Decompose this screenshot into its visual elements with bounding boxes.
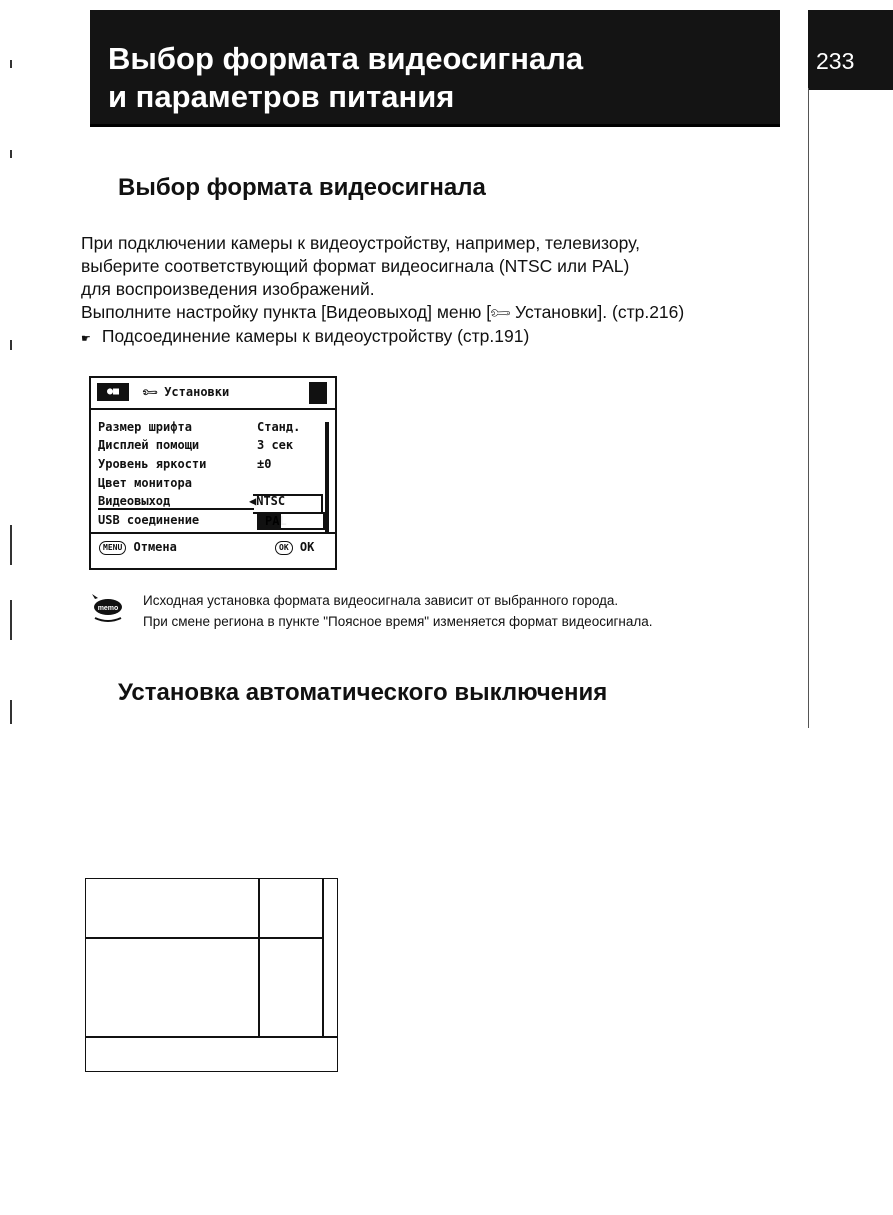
wrench-icon: 🔧︎ bbox=[140, 382, 160, 403]
menu-item-value: 3 сек bbox=[257, 438, 294, 452]
reference-line bbox=[81, 325, 801, 351]
menu-item-label: Дисплей помощи bbox=[98, 438, 200, 452]
menu-tab-icon: ●■ bbox=[97, 383, 129, 401]
margin-mark bbox=[10, 60, 12, 68]
table-divider bbox=[86, 937, 323, 939]
table-divider bbox=[258, 879, 260, 1036]
section-heading-video-format: Выбор формата видеосигнала bbox=[118, 174, 486, 201]
menu-page-indicator bbox=[309, 382, 327, 404]
instruction-text-end: Установки]. (стр.216) bbox=[510, 302, 685, 322]
menu-item-value: Станд. bbox=[257, 420, 301, 434]
page-title bbox=[108, 40, 583, 116]
body-line: выберите соответствующий формат видеосигнала (NTSC или PAL) bbox=[81, 256, 630, 276]
menu-scrollbar bbox=[325, 422, 329, 532]
menu-footer-divider bbox=[91, 532, 335, 534]
menu-footer-ok: OK OK bbox=[275, 540, 314, 555]
memo-line: При смене региона в пункте "Поясное время" изменяется формат видеосигнала. bbox=[143, 614, 653, 629]
table-divider bbox=[322, 879, 324, 1036]
menu-title: 🔧︎ Установки bbox=[140, 382, 230, 403]
section-body bbox=[81, 232, 801, 351]
dropdown-option: PAL bbox=[257, 512, 325, 530]
body-line: При подключении камеры к видеоустройству, например, телевизору, bbox=[81, 233, 641, 253]
camera-menu-screen bbox=[89, 376, 337, 570]
menu-item-label-selected: Видеовыход bbox=[98, 494, 254, 510]
margin-mark bbox=[10, 600, 12, 640]
margin-mark bbox=[10, 340, 12, 350]
menu-footer-cancel: MENU Отмена bbox=[99, 540, 177, 555]
page-edge-rule bbox=[808, 88, 809, 728]
reference-arrow-icon: ☛ bbox=[81, 333, 91, 345]
menu-item-label: Цвет монитора bbox=[98, 476, 192, 490]
margin-mark bbox=[10, 700, 12, 724]
margin-mark bbox=[10, 150, 12, 158]
wrench-icon: 🔧︎ bbox=[487, 300, 514, 327]
page-title-line2: и параметров питания bbox=[108, 79, 455, 114]
reference-text: Подсоединение камеры к видеоустройству (стр.191) bbox=[101, 326, 530, 346]
page-title-line1: Выбор формата видеосигнала bbox=[108, 41, 584, 76]
menu-header bbox=[91, 378, 335, 410]
body-line: для воспроизведения изображений. bbox=[81, 279, 375, 299]
ok-button-icon: OK bbox=[275, 541, 293, 555]
instruction-line bbox=[81, 301, 801, 325]
menu-item-label: Уровень яркости bbox=[98, 457, 207, 471]
chapter-header bbox=[90, 10, 780, 127]
menu-item-label: USB соединение bbox=[98, 513, 200, 527]
memo-note bbox=[143, 590, 843, 632]
menu-item-label: Размер шрифта bbox=[98, 420, 192, 434]
page-number: 233 bbox=[816, 48, 855, 74]
menu-item-value: ◀NTSC bbox=[249, 494, 286, 508]
section-heading-auto-off: Установка автоматического выключения bbox=[118, 679, 608, 706]
table-divider bbox=[86, 1036, 337, 1038]
menu-item-value: ±0 bbox=[257, 457, 272, 471]
memo-icon bbox=[89, 590, 123, 624]
menu-button-icon: MENU bbox=[99, 541, 126, 555]
page-number-tab bbox=[808, 10, 893, 90]
settings-table bbox=[85, 878, 338, 1072]
svg-text:memo: memo bbox=[97, 605, 119, 612]
memo-line: Исходная установка формата видеосигнала зависит от выбранного города. bbox=[143, 593, 619, 608]
instruction-text-start: Выполните настройку пункта [Видеовыход] меню [ bbox=[81, 302, 492, 322]
margin-mark bbox=[10, 525, 12, 565]
